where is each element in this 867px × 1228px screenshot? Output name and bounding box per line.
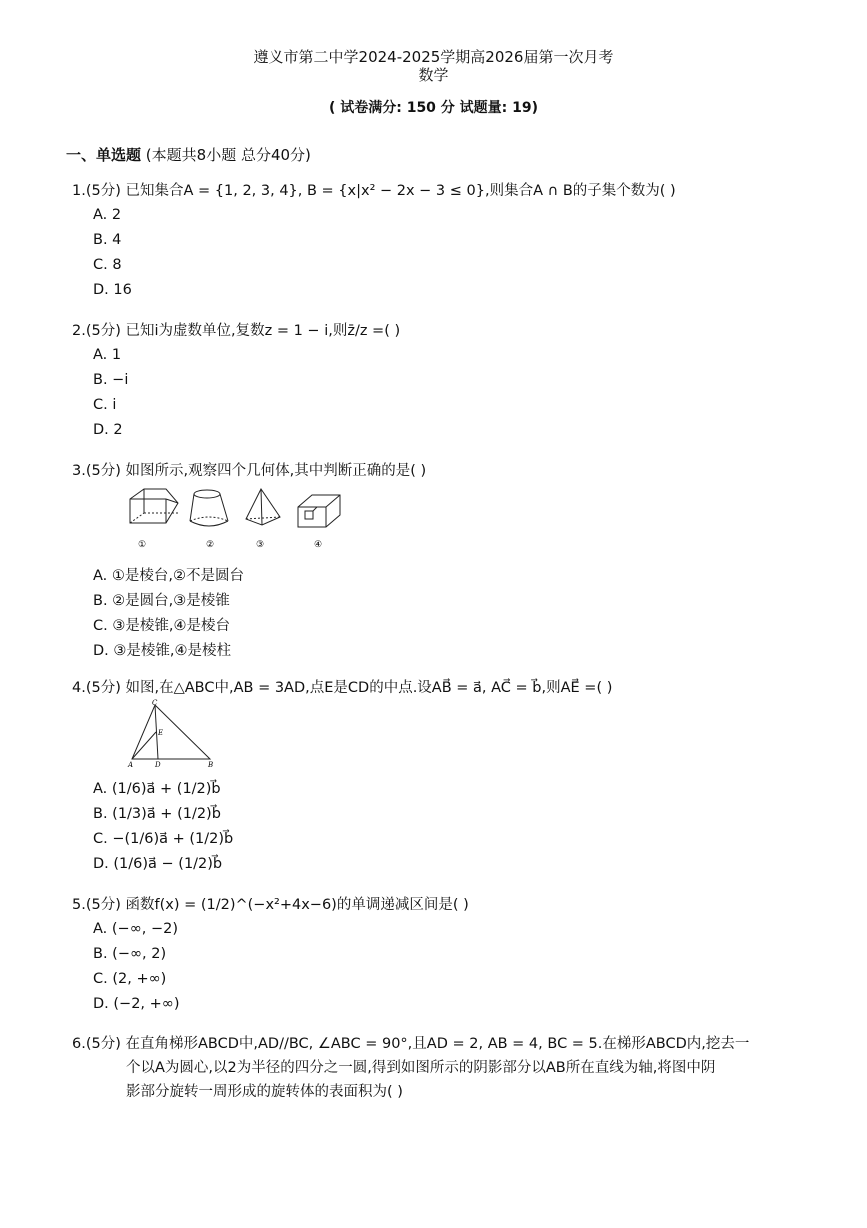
q4-option-a: A. (1/6)a⃗ + (1/2)b⃗ [93,781,221,797]
solid-3-label: ③ [255,540,265,550]
question-2-stem: 2.(5分) 已知i为虚数单位,复数z = 1 − i,则z̄/z =( ) [72,323,401,339]
solid-4-label: ④ [313,540,323,550]
q3-option-c: C. ③是棱锥,④是棱台 [93,618,230,634]
q4-option-b: B. (1/3)a⃗ + (1/2)b⃗ [93,806,221,822]
q2-option-c: C. i [93,397,117,413]
section-info: (本题共8小题 总分40分) [145,146,311,164]
q5-option-a: A. (−∞, −2) [93,921,179,937]
section-heading [66,144,311,165]
q2-option-b: B. −i [93,372,129,388]
label-c: C [152,699,158,707]
question-6-line-3: 影部分旋转一周形成的旋转体的表面积为( ) [126,1084,403,1100]
q1-option-a: A. 2 [93,207,122,223]
triangle-abc [132,705,210,759]
question-6-line-1: 6.(5分) 在直角梯形ABCD中,AD//BC, ∠ABC = 90°,且AD = 2, AB = 4, BC = 5.在梯形ABCD内,挖去一 [72,1036,750,1052]
segment-ae [132,732,156,759]
q5-option-b: B. (−∞, 2) [93,946,167,962]
solid-2-frustum [190,490,228,526]
question-3-stem: 3.(5分) 如图所示,观察四个几何体,其中判断正确的是( ) [72,463,427,479]
question-6-line-2: 个以A为圆心,以2为半径的四分之一圆,得到如图所示的阴影部分以AB所在直线为轴,将图中阴 [126,1060,716,1076]
question-5-stem: 5.(5分) 函数f(x) = (1/2)^(−x²+4x−6)的单调递减区间是( ) [72,897,469,913]
label-a: A [128,761,134,769]
solid-4-prism [298,495,340,527]
q4-option-c: C. −(1/6)a⃗ + (1/2)b⃗ [93,831,234,847]
question-1-stem: 1.(5分) 已知集合A = {1, 2, 3, 4}, B = {x|x² − 2x − 3 ≤ 0},则集合A ∩ B的子集个数为( ) [72,183,676,199]
solid-1-prism [130,489,178,523]
q3-solids-figure [122,485,347,551]
solid-3-pyramid [246,489,280,525]
q4-triangle-figure [122,697,222,769]
solid-1-label: ① [137,540,147,550]
solid-2-label: ② [205,540,215,550]
q3-option-d: D. ③是棱锥,④是棱柱 [93,643,231,659]
label-e: E [158,729,164,737]
q1-option-b: B. 4 [93,232,122,248]
q4-option-d: D. (1/6)a⃗ − (1/2)b⃗ [93,856,223,872]
q5-option-c: C. (2, +∞) [93,971,167,987]
q1-option-c: C. 8 [93,257,122,273]
q5-option-d: D. (−2, +∞) [93,996,180,1012]
label-b: B [208,761,214,769]
exam-title: 遵义市第二中学2024-2025学期高2026届第一次月考 [253,48,614,66]
label-d: D [155,761,161,769]
exam-subject: 数学 [418,66,449,84]
section-label: 一、单选题 [66,146,142,164]
q3-option-a: A. ①是棱台,②不是圆台 [93,568,244,584]
q3-option-b: B. ②是圆台,③是棱锥 [93,593,230,609]
q2-option-a: A. 1 [93,347,122,363]
q2-option-d: D. 2 [93,422,123,438]
exam-meta: ( 试卷满分: 150 分 试题量: 19) [328,100,539,116]
question-4-stem: 4.(5分) 如图,在△ABC中,AB = 3AD,点E是CD的中点.设AB⃗ = a⃗, AC⃗ = b⃗,则AE⃗ =( ) [72,680,613,696]
q1-option-d: D. 16 [93,282,132,298]
